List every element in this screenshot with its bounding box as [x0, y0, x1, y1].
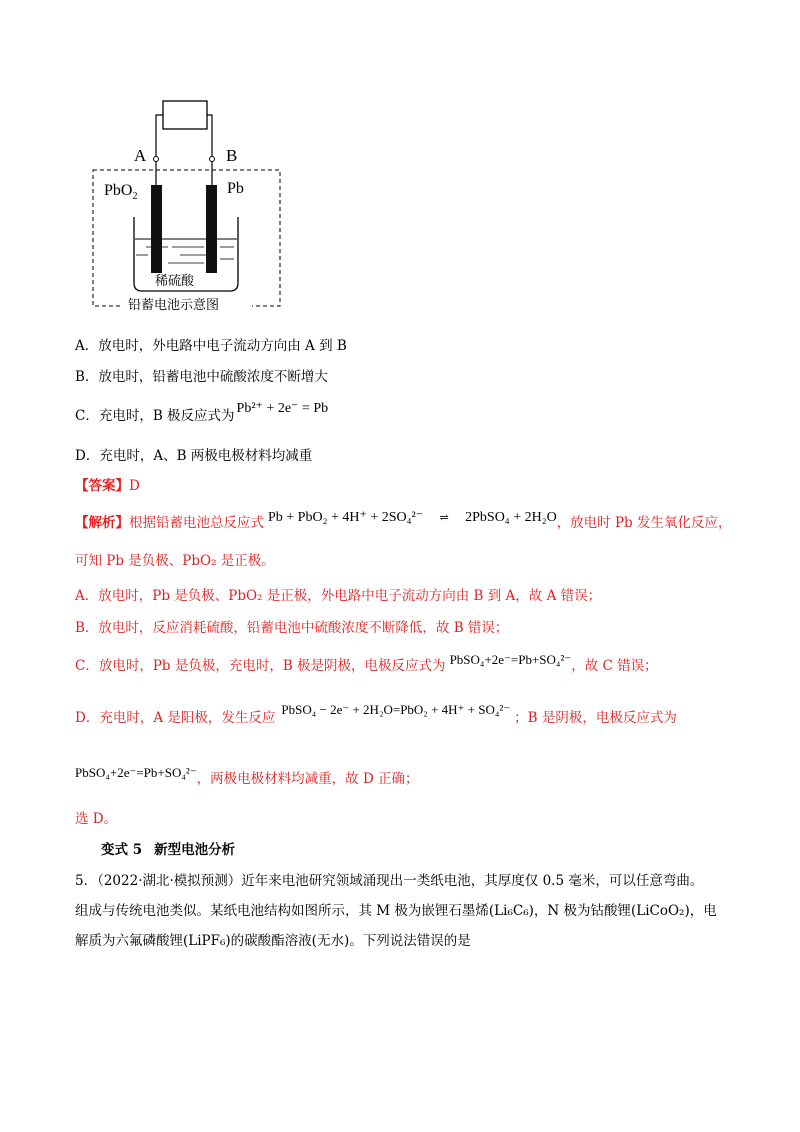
analysis-conclusion: 选 D。 [75, 811, 118, 827]
analysis-c-formula: PbSO₄+2e⁻=Pb+SO₄²⁻ [449, 652, 572, 667]
answer-value: D [129, 478, 140, 494]
wire-left [156, 115, 163, 159]
section-title: 新型电池分析 [154, 842, 236, 858]
answer [75, 477, 140, 495]
analysis-line2: 可知 Pb 是负极、PbO₂ 是正极。 [75, 553, 275, 569]
analysis-d-text: D．充电时，A 是阳极，发生反应 [75, 710, 276, 726]
wire-right [207, 115, 212, 159]
question5-line3: 解质为六氟磷酸锂(LiPF₆)的碳酸酯溶液(无水)。下列说法错误的是 [75, 933, 471, 949]
figure-caption: 铅蓄电池示意图 [128, 297, 220, 312]
terminal-a-label: A [134, 146, 147, 165]
terminal-b-label: B [226, 146, 238, 165]
total-formula-right: 2PbSO₄ + 2H₂O [465, 510, 557, 525]
analysis-c [75, 652, 658, 675]
terminal-b-dot [210, 157, 215, 162]
reaction-arrows-icon: ⇌ [439, 511, 449, 524]
analysis-d [75, 702, 677, 727]
question5-line2: 组成与传统电池类似。某纸电池结构如图所示，其 M 极为嵌锂石墨烯(Li₆C₆)，N 极为钴酸锂(LiCoO₂)，电 [75, 903, 717, 919]
analysis-d2-suffix: ，两极电极材料均减重，故 D 正确； [196, 771, 419, 787]
analysis-label: 【解析】 [75, 515, 129, 531]
option-c-formula: Pb²⁺ + 2e⁻ = Pb [236, 401, 329, 416]
analysis-intro: 根据铅蓄电池总反应式 [129, 515, 264, 531]
section-label: 变式 5 [101, 842, 143, 858]
total-formula-left: Pb + PbO₂ + 4H⁺ + 2SO₄²⁻ [268, 510, 424, 525]
question5-line1: 5．（2022·湖北·模拟预测）近年来电池研究领域涌现出一类纸电池，其厚度仅 0.5 毫米，可以任意弯曲。 [75, 873, 704, 889]
lead-battery-diagram [88, 95, 288, 317]
analysis-line1 [75, 510, 732, 533]
load-box [163, 101, 207, 129]
option-b: B．放电时，铅蓄电池中硫酸浓度不断增大 [75, 369, 328, 385]
electrode-right-label: Pb [227, 180, 244, 197]
analysis-d-formula: PbSO₄ − 2e⁻ + 2H₂O=PbO₂ + 4H⁺ + SO₄²⁻ [281, 702, 511, 717]
option-d: D．充电时，A、B 两极电极材料均减重 [75, 448, 313, 464]
terminal-a-dot [154, 157, 159, 162]
option-c [75, 401, 329, 426]
analysis-c-text: C．放电时，Pb 是负极，充电时，B 极是阴极，电极反应式为 [75, 658, 446, 674]
analysis-a: A．放电时，Pb 是负极、PbO₂ 是正极，外电路中电子流动方向由 B 到 A，故 A 错误； [75, 588, 602, 604]
option-c-text: C．充电时，B 极反应式为 [75, 408, 235, 424]
answer-label: 【答案】 [75, 478, 129, 494]
electrode-pbo2 [151, 185, 162, 273]
electrolyte-label: 稀硫酸 [155, 273, 195, 288]
analysis-after-formula: ，放电时 Pb 发生氧化反应， [556, 515, 732, 531]
analysis-c-suffix: ，故 C 错误； [571, 658, 658, 674]
section-heading [101, 841, 235, 859]
analysis-d2-formula: PbSO₄+2e⁻=Pb+SO₄²⁻ [75, 765, 197, 780]
electrode-pb [206, 185, 217, 273]
analysis-b: B．放电时，反应消耗硫酸，铅蓄电池中硫酸浓度不断降低，故 B 错误； [75, 620, 509, 636]
electrode-left-label: PbO$_2$ [104, 182, 138, 202]
analysis-d-suffix: ；B 是阴极，电极反应式为 [514, 710, 677, 726]
analysis-d2 [75, 765, 419, 788]
option-a: A．放电时，外电路中电子流动方向由 A 到 B [75, 338, 347, 354]
